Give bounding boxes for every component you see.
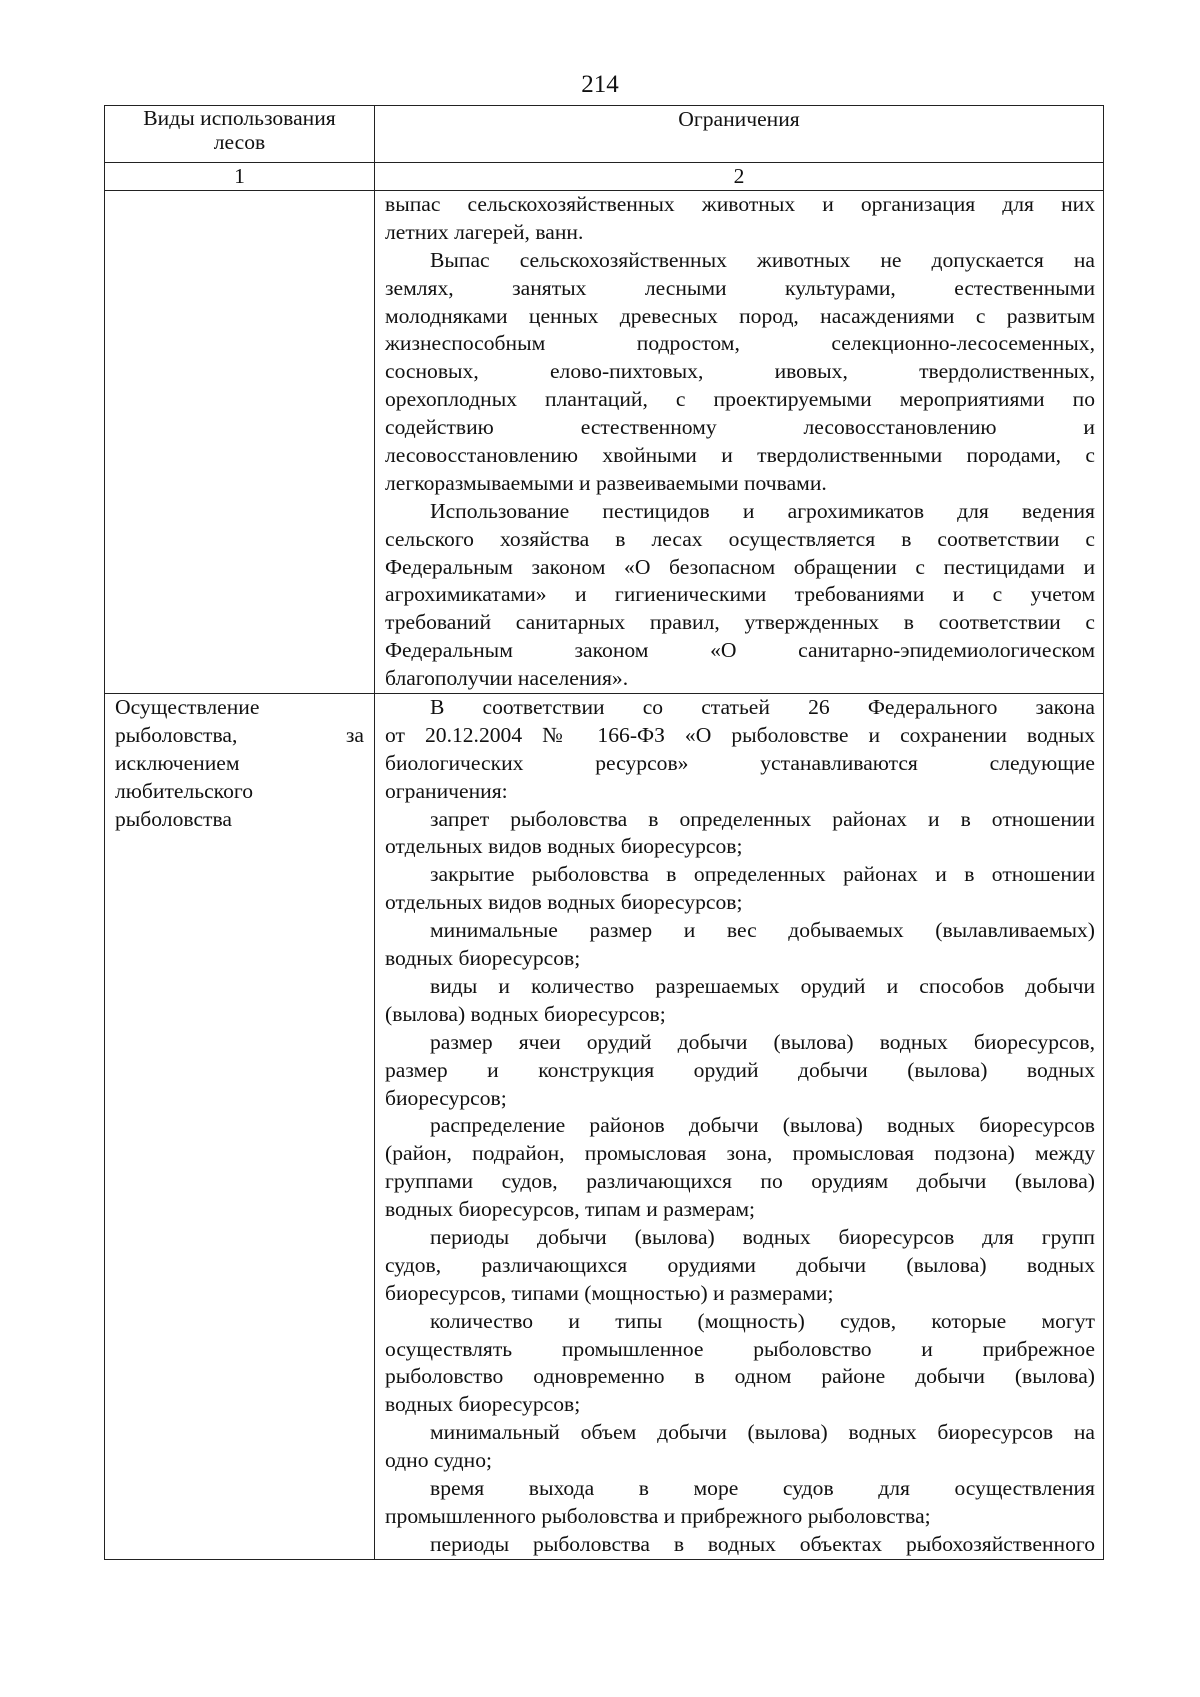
- restriction-line: биоресурсов;: [385, 1085, 507, 1110]
- usage-type-line: рыболовства: [115, 806, 232, 831]
- restriction-paragraph: [385, 1112, 1095, 1224]
- restriction-line: требований санитарных правил, утвержденных в соответствии с: [385, 610, 1095, 635]
- restriction-line: минимальный объем добычи (вылова) водных биоресурсов на: [430, 1420, 1095, 1445]
- restriction-paragraph: [385, 247, 1095, 498]
- restriction-line: время выхода в море судов для осуществления: [430, 1475, 1095, 1500]
- restriction-line: от 20.12.2004 № 166-ФЗ «О рыболовстве и сохранении водных: [385, 722, 1095, 747]
- restriction-paragraph: [385, 861, 1095, 917]
- restriction-line: агрохимикатами» и гигиеническими требованиями и с учетом: [385, 582, 1095, 607]
- restriction-line: размер ячеи орудий добычи (вылова) водных биоресурсов,: [430, 1029, 1095, 1054]
- table-row: [105, 191, 1104, 694]
- restriction-paragraph: [385, 1475, 1095, 1531]
- restriction-line: судов, различающихся орудиями добычи (вылова) водных: [385, 1252, 1095, 1277]
- restriction-line: Использование пестицидов и агрохимикатов для ведения: [430, 498, 1095, 523]
- restriction-line: выпас сельскохозяйственных животных и организация для них: [385, 192, 1095, 216]
- restriction-line: одно судно;: [385, 1448, 492, 1473]
- usage-type-line: исключением: [115, 750, 240, 775]
- restriction-paragraph: [385, 1029, 1095, 1113]
- restriction-line: промышленного рыболовства и прибрежного рыболовства;: [385, 1503, 931, 1528]
- restriction-line: отдельных видов водных биоресурсов;: [385, 834, 743, 859]
- restriction-line: летних лагерей, ванн.: [385, 219, 584, 244]
- table-header-row: [105, 106, 1104, 163]
- usage-type-line: любительского: [115, 778, 253, 803]
- restriction-line: Федеральным законом «О санитарно-эпидемиологическом: [385, 638, 1095, 663]
- restriction-line: молодняками ценных древесных пород, насаждениями с развитым: [385, 303, 1095, 328]
- restriction-line: ограничения:: [385, 778, 508, 803]
- restriction-line: благополучии населения».: [385, 666, 629, 691]
- restriction-line: лесовосстановлению хвойными и твердолиственными породами, с: [385, 443, 1095, 468]
- usage-type-line: рыболовства, за: [115, 722, 364, 747]
- restriction-line: водных биоресурсов;: [385, 1392, 581, 1417]
- restriction-line: отдельных видов водных биоресурсов;: [385, 890, 743, 915]
- column-number-1: 1: [105, 163, 375, 191]
- usage-type-cell: [105, 694, 375, 1560]
- restriction-line: водных биоресурсов;: [385, 946, 581, 971]
- restriction-line: жизнеспособным подростом, селекционно-лесосеменных,: [385, 331, 1095, 356]
- restriction-line: рыболовство одновременно в одном районе добычи (вылова): [385, 1364, 1095, 1389]
- page-number: 214: [581, 71, 619, 98]
- restriction-line: минимальные размер и вес добываемых (вылавливаемых): [430, 918, 1095, 943]
- restrictions-table: [104, 105, 1104, 1560]
- restriction-paragraph: [385, 1419, 1095, 1475]
- restriction-line: биологических ресурсов» устанавливаются следующие: [385, 750, 1095, 775]
- restriction-line: (район, подрайон, промысловая зона, промысловая подзона) между: [385, 1141, 1095, 1166]
- column-number-2: 2: [375, 163, 1104, 191]
- restriction-paragraph: [385, 973, 1095, 1029]
- restriction-line: Федеральным законом «О безопасном обращении с пестицидами и: [385, 554, 1095, 579]
- restriction-line: орехоплодных плантаций, с проектируемыми мероприятиями по: [385, 387, 1095, 412]
- restriction-line: осуществлять промышленное рыболовство и прибрежное: [385, 1336, 1095, 1361]
- header-restrictions: Ограничения: [375, 106, 1104, 163]
- column-number-row: [105, 163, 1104, 191]
- restriction-paragraph: [385, 806, 1095, 862]
- restriction-paragraph: [385, 917, 1095, 973]
- restriction-line: периоды добычи (вылова) водных биоресурсов для групп: [430, 1224, 1095, 1249]
- restriction-line: размер и конструкция орудий добычи (вылова) водных: [385, 1057, 1095, 1082]
- restriction-line: закрытие рыболовства в определенных районах и в отношении: [430, 862, 1095, 887]
- restriction-line: землях, занятых лесными культурами, естественными: [385, 275, 1095, 300]
- header-usage-types: [105, 106, 375, 163]
- restriction-line: В соответствии со статьей 26 Федерального закона: [430, 695, 1095, 720]
- restriction-line: виды и количество разрешаемых орудий и способов добычи: [430, 973, 1095, 998]
- restriction-line: легкоразмываемыми и развеиваемыми почвами.: [385, 470, 827, 495]
- restriction-line: периоды рыболовства в водных объектах рыбохозяйственного: [430, 1531, 1095, 1556]
- restriction-line: сосновых, елово-пихтовых, ивовых, твердолиственных,: [385, 359, 1095, 384]
- usage-type-line: Осуществление: [115, 695, 260, 720]
- restriction-paragraph: [385, 1224, 1095, 1308]
- restriction-line: запрет рыболовства в определенных районах и в отношении: [430, 806, 1095, 831]
- restriction-line: распределение районов добычи (вылова) водных биоресурсов: [430, 1113, 1095, 1138]
- header-usage-types-line-2: лесов: [213, 130, 266, 154]
- restriction-paragraph: [385, 694, 1095, 806]
- restrictions-cell: [375, 694, 1104, 1560]
- restriction-line: содействию естественному лесовосстановлению и: [385, 415, 1095, 440]
- restriction-line: (вылова) водных биоресурсов;: [385, 1001, 666, 1026]
- restriction-line: водных биоресурсов, типам и размерам;: [385, 1197, 756, 1222]
- restrictions-cell: [375, 191, 1104, 694]
- header-usage-types-line-1: Виды использования: [143, 106, 336, 130]
- restriction-paragraph: [385, 1308, 1095, 1420]
- table-row: [105, 694, 1104, 1560]
- restriction-line: биоресурсов, типами (мощностью) и размерами;: [385, 1280, 834, 1305]
- restriction-paragraph: [385, 1531, 1095, 1559]
- restriction-line: группами судов, различающихся по орудиям добычи (вылова): [385, 1169, 1095, 1194]
- usage-type-cell: [105, 191, 375, 694]
- restriction-line: количество и типы (мощность) судов, которые могут: [430, 1308, 1095, 1333]
- restriction-paragraph: [385, 191, 1095, 247]
- restriction-line: Выпас сельскохозяйственных животных не допускается на: [430, 247, 1095, 272]
- restriction-line: сельского хозяйства в лесах осуществляется в соответствии с: [385, 526, 1095, 551]
- restriction-paragraph: [385, 498, 1095, 693]
